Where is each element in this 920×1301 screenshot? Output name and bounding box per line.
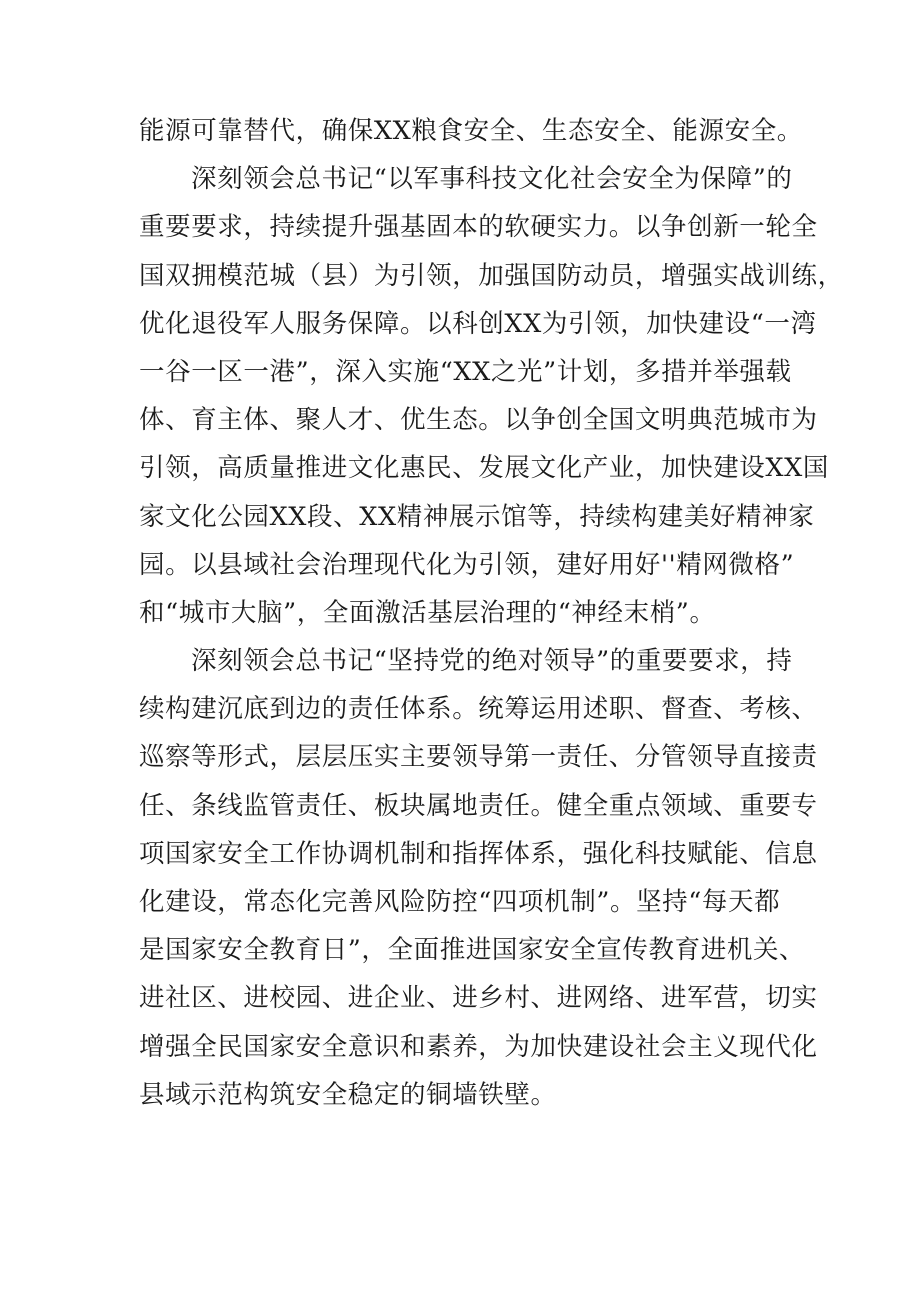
text-line: 重要要求，持续提升强基固本的软硬实力。以争创新一轮全 (139, 212, 818, 243)
text-line: 任、条线监管责任、板块属地责任。健全重点领域、重要专 (139, 790, 818, 821)
text-line: 巡察等形式，层层压实主要领导第一责任、分管领导直接责 (139, 742, 818, 773)
document-body (139, 107, 844, 1119)
text-line: 一谷一区一港”，深入实施“XX之光”计划，多措并举强载 (139, 356, 792, 387)
text-line: 家文化公园XX段、XX精神展示馆等，持续构建美好精神家 (139, 501, 815, 532)
text-line: 和“城市大脑”，全面激活基层治理的“神经末梢”。 (139, 597, 716, 628)
text-line: 县域示范构筑安全稳定的铜墙铁壁。 (139, 1079, 557, 1110)
text-line: 化建设，常态化完善风险防控“四项机制”。坚持“每天都 (139, 887, 781, 917)
text-line: 引领，高质量推进文化惠民、发展文化产业，加快建设XX国 (139, 453, 830, 484)
text-line: 国双拥模范城（县）为引领，加强国防动员，增强实战训练， (139, 260, 844, 291)
text-line: 进社区、进校园、进企业、进乡村、进网络、进军营，切实 (139, 983, 818, 1014)
text-line: 优化退役军人服务保障。以科创XX为引领，加快建设“一湾 (139, 308, 817, 339)
text-line: 续构建沉底到边的责任体系。统筹运用述职、督查、考核、 (139, 694, 818, 725)
text-line: 增强全民国家安全意识和素养，为加快建设社会主义现代化 (139, 1031, 818, 1062)
text-line: 体、育主体、聚人才、优生态。以争创全国文明典范城市为 (139, 405, 818, 436)
text-line: 能源可靠替代，确保XX粮食安全、生态安全、能源安全。 (139, 116, 803, 146)
text-line: 项国家安全工作协调机制和指挥体系，强化科技赋能、信息 (139, 838, 818, 869)
text-line: 园。以县域社会治理现代化为引领，建好用好''精网微格” (139, 549, 795, 580)
paragraph-first-line: 深刻领会总书记“坚持党的绝对领导”的重要要求，持 (191, 646, 793, 677)
paragraph-first-line: 深刻领会总书记“以军事科技文化社会安全为保障”的 (191, 164, 793, 195)
text-line: 是国家安全教育日”，全面推进国家安全宣传教育进机关、 (139, 935, 806, 966)
